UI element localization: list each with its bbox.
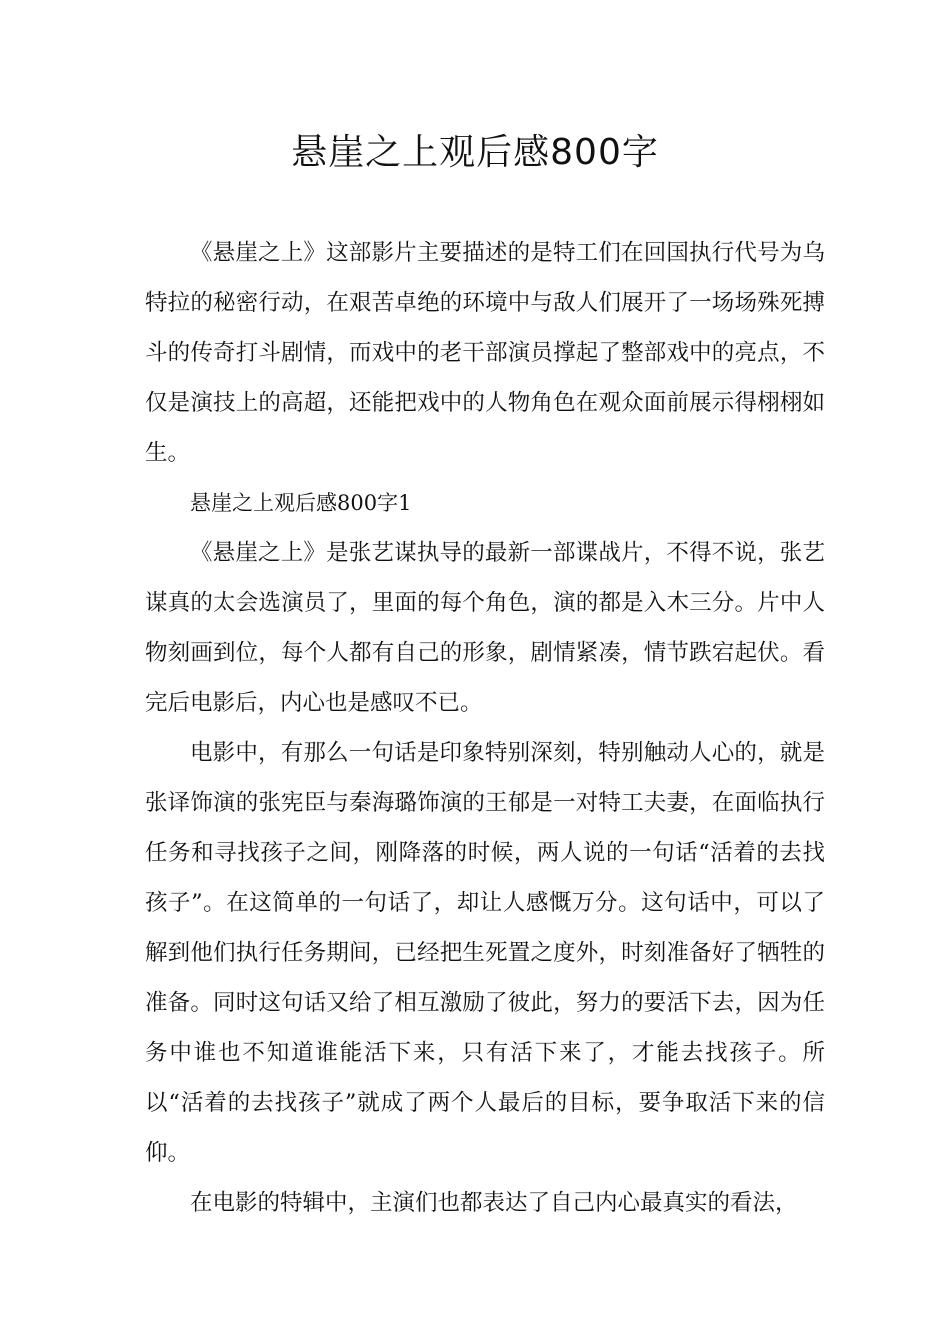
paragraph-quote: 电影中，有那么一句话是印象特别深刻，特别触动人心的，就是张译饰演的张宪臣与秦海璐饰演的王郁是一对特工夫妻，在面临执行任务和寻找孩子之间，刚降落的时候，两人说的一句话“活着的去找孩子”。在这简单的一句话了，却让人感慨万分。这句话中，可以了解到他们执行任务期间，已经把生死置之度外，时刻准备好了牺牲的准备。同时这句话又给了相互激励了彼此，努力的要活下去，因为任务中谁也不知道谁能活下来，只有活下来了，才能去找孩子。所以“活着的去找孩子”就成了两个人最后的目标，要争取活下来的信仰。 xyxy=(145,740,825,1166)
paragraph-featurette: 在电影的特辑中，主演们也都表达了自己内心最真实的看法， xyxy=(190,1190,798,1216)
document-title: 悬崖之上观后感800字 xyxy=(291,132,659,173)
section-heading: 悬崖之上观后感800字1 xyxy=(190,491,412,515)
paragraph-director: 《悬崖之上》是张艺谋执导的最新一部谍战片，不得不说，张艺谋真的太会选演员了，里面的每个角色，演的都是入木三分。片中人物刻画到位，每个人都有自己的形象，剧情紧凑，情节跌宕起伏。看完后电影后，内心也是感叹不已。 xyxy=(145,540,825,716)
paragraph-intro: 《悬崖之上》这部影片主要描述的是特工们在回国执行代号为乌特拉的秘密行动，在艰苦卓绝的环境中与敌人们展开了一场场殊死搏斗的传奇打斗剧情，而戏中的老干部演员撑起了整部戏中的亮点，不仅是演技上的高超，还能把戏中的人物角色在观众面前展示得栩栩如生。 xyxy=(145,240,825,466)
document-body xyxy=(145,228,825,1228)
